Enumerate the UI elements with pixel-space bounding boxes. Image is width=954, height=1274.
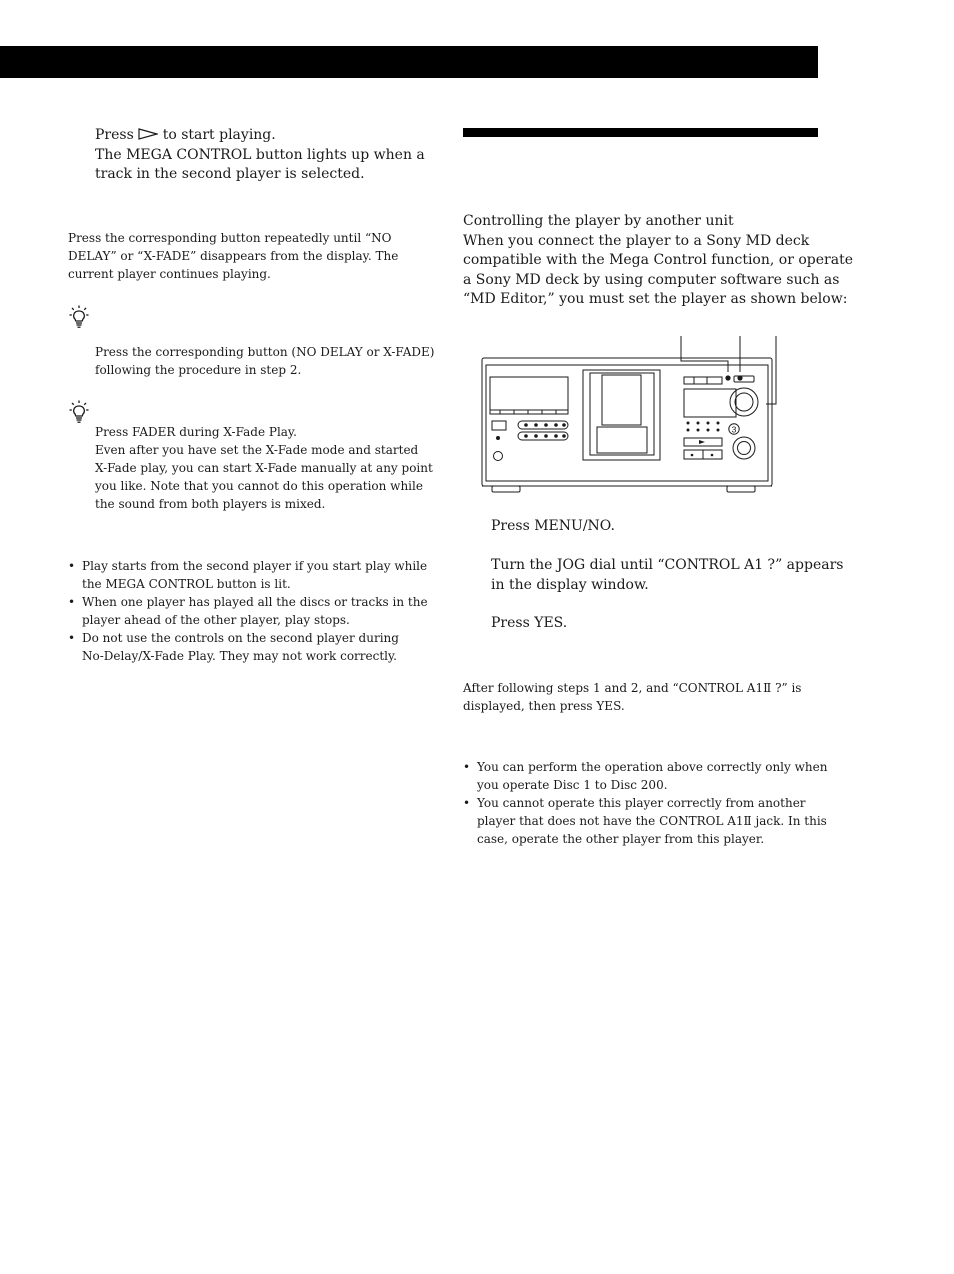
- step-3: [491, 614, 567, 634]
- note-line: player that does not have the CONTROL A1Ⅱ jack. In this: [477, 814, 827, 828]
- step-2: [491, 556, 843, 595]
- note-line: case, operate the other player from this player.: [477, 832, 765, 846]
- note-line: No-Delay/X-Fade Play. They may not work correctly.: [82, 649, 397, 663]
- headphone-jack: [494, 452, 503, 461]
- volume-knob: [733, 437, 755, 459]
- note-line: you operate Disc 1 to Disc 200.: [477, 778, 668, 792]
- note-line: • Play starts from the second player if you start play while: [82, 559, 428, 573]
- step-line-3: track in the second player is selected.: [95, 166, 365, 182]
- cancel-line: DELAY” or “X-FADE” disappears from the display. The: [68, 249, 399, 263]
- after-line: After following steps 1 and 2, and “CONTROL A1Ⅱ ?” is: [463, 681, 802, 695]
- note-line: • You cannot operate this player correctly from another: [477, 796, 806, 810]
- intro-paragraph: [463, 212, 853, 310]
- cd-player-illustration: [478, 334, 778, 496]
- disc-door: [583, 370, 660, 460]
- step-line: Turn the JOG dial until “CONTROL A1 ?” appears: [491, 557, 844, 573]
- intro-line: “MD Editor,” you must set the player as shown below:: [463, 291, 848, 307]
- list-item: [68, 593, 428, 629]
- lightbulb-icon: [69, 400, 89, 424]
- power-button: [492, 421, 506, 430]
- note-line: • Do not use the controls on the second player during: [82, 631, 399, 645]
- indicator-button: [737, 375, 742, 380]
- tip-line: the sound from both players is mixed.: [95, 497, 326, 511]
- step-line: Press MENU/NO.: [491, 518, 615, 534]
- tip-line: X-Fade play, you can start X-Fade manually at any point: [95, 461, 433, 475]
- indicator-button: [725, 375, 730, 380]
- foot: [727, 486, 755, 492]
- display-window: [490, 377, 568, 414]
- step-1: [491, 517, 615, 537]
- page-header-bar: [0, 46, 818, 78]
- small-controls: [496, 375, 743, 456]
- note-line: the MEGA CONTROL button is lit.: [82, 577, 291, 591]
- cancel-line: Press the corresponding button repeatedly until “NO: [68, 231, 392, 245]
- player-panel: [486, 365, 768, 481]
- list-item: [68, 557, 428, 593]
- cancel-line: current player continues playing.: [68, 267, 271, 281]
- tip-line: following the procedure in step 2.: [95, 363, 302, 377]
- step-play: [95, 126, 425, 185]
- step-line-2: The MEGA CONTROL button lights up when a: [95, 146, 425, 163]
- tip-line: Press FADER during X-Fade Play.: [95, 425, 297, 439]
- cancel-paragraph: [68, 229, 398, 283]
- step-line: in the display window.: [491, 576, 649, 593]
- foot: [492, 486, 520, 492]
- step-press-before: Press: [95, 127, 134, 143]
- note-line: player ahead of the other player, play stops.: [82, 613, 350, 627]
- section-rule: [463, 128, 818, 137]
- after-paragraph: [463, 679, 801, 715]
- intro-line: a Sony MD deck by using computer software such as: [463, 271, 840, 288]
- step-line: Press YES.: [491, 615, 568, 631]
- notes-list-left: [68, 557, 428, 665]
- step-press-after: to start playing.: [162, 127, 276, 143]
- intro-line: When you connect the player to a Sony MD deck: [463, 232, 810, 249]
- list-item: [68, 629, 428, 665]
- display-right: [684, 389, 736, 417]
- notes-list-right: [463, 758, 827, 848]
- jog-dial: [730, 388, 758, 416]
- tip-2-text: [95, 423, 433, 513]
- list-item: [463, 758, 827, 794]
- mega-control-button: [734, 376, 754, 382]
- step-3-marker-digit: 3: [731, 424, 737, 435]
- intro-line: Controlling the player by another unit: [463, 213, 734, 229]
- button-row: [684, 377, 722, 384]
- note-line: • When one player has played all the discs or tracks in the: [82, 595, 428, 609]
- callout-line: [681, 336, 728, 372]
- list-item: [463, 794, 827, 848]
- intro-line: compatible with the Mega Control function, or operate: [463, 252, 853, 268]
- note-line: • You can perform the operation above correctly only when: [477, 760, 828, 774]
- play-icon: [138, 128, 158, 140]
- tip-line: you like. Note that you cannot do this operation while: [95, 479, 423, 493]
- lightbulb-icon: [69, 305, 89, 329]
- tip-line: Even after you have set the X-Fade mode and started: [95, 443, 419, 457]
- tip-1-text: [95, 343, 434, 379]
- tip-line: Press the corresponding button (NO DELAY or X-FADE): [95, 345, 435, 359]
- after-line: displayed, then press YES.: [463, 699, 625, 713]
